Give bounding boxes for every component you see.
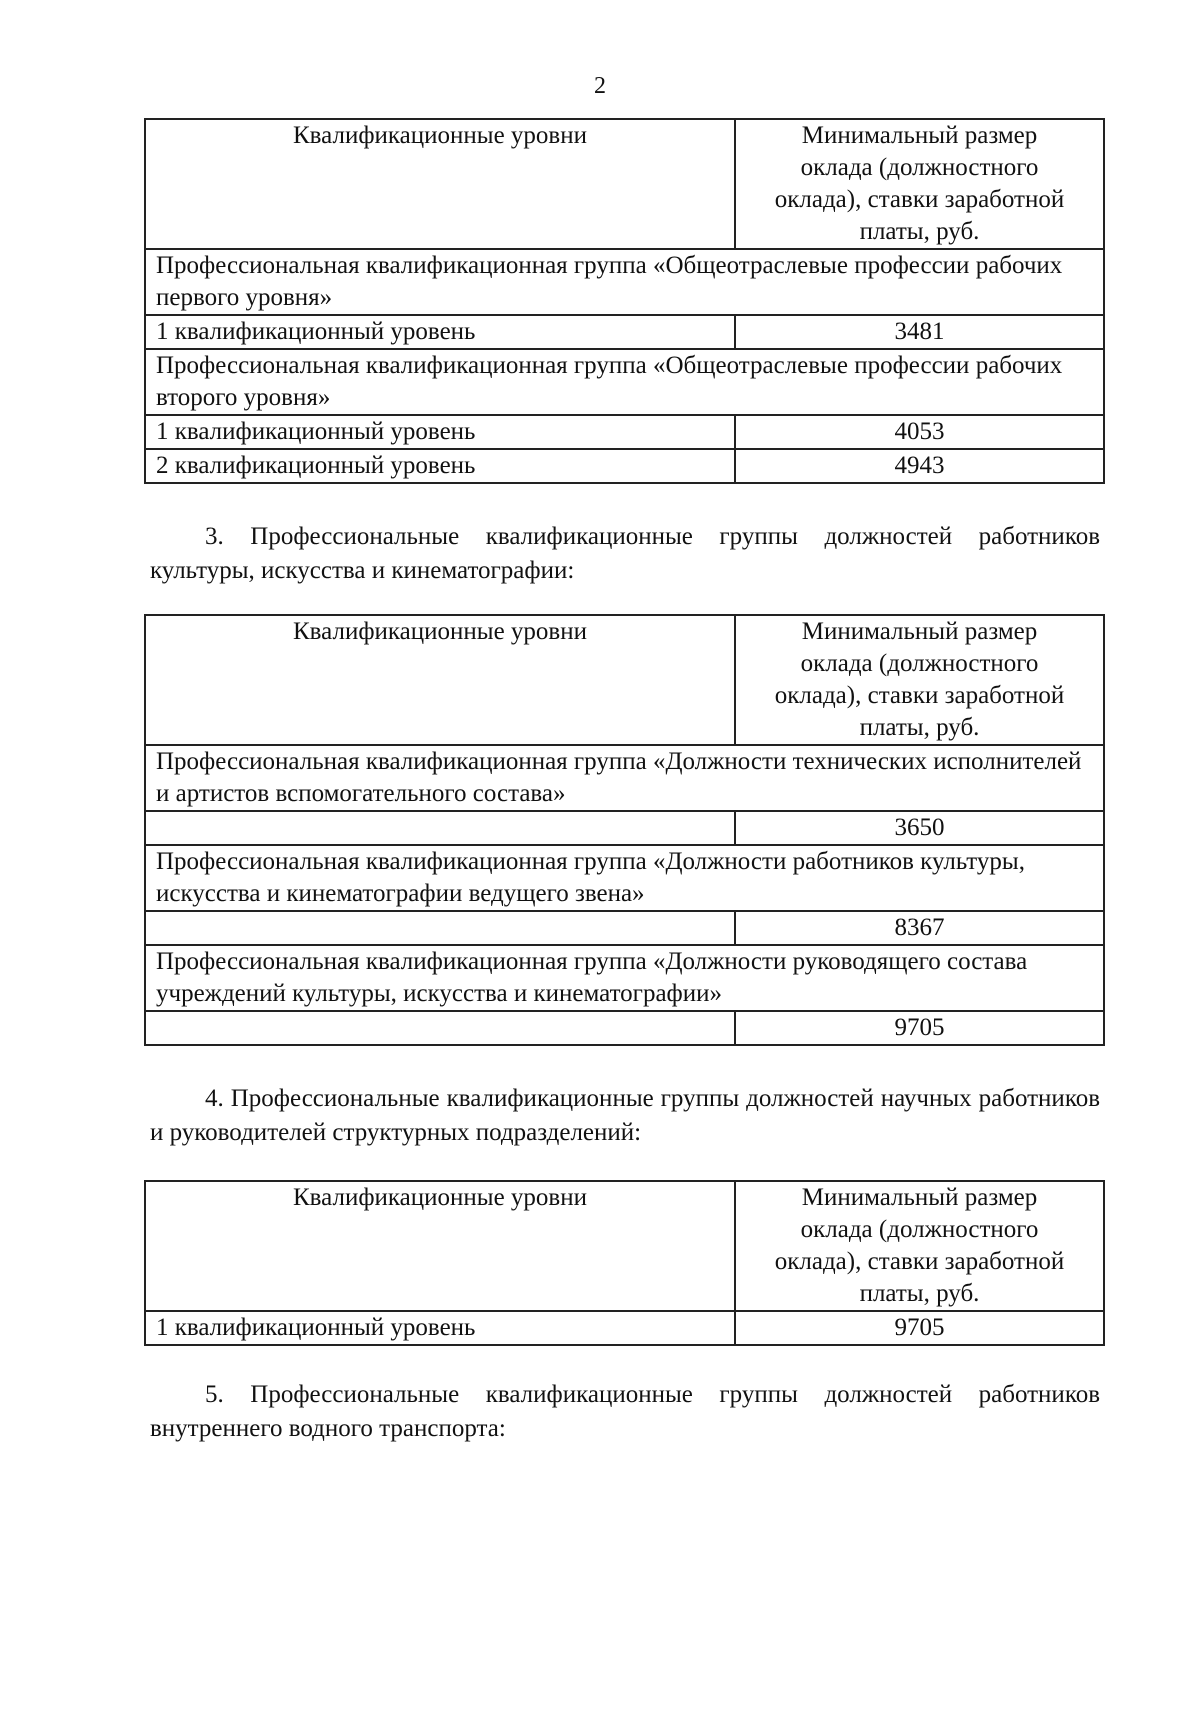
header-levels: Квалификационные уровни [145,615,735,745]
group-row [145,745,1104,811]
table-header-row [145,615,1104,745]
header-min-salary [735,615,1104,745]
header-line: оклада), ставки заработной [774,186,1065,213]
section-4-heading: 4. Профессиональные квалификационные группы должностей научных работников и руководителей структурных подразделений: [150,1085,1100,1146]
salary-cell: 3481 [735,315,1104,349]
salary-table-workers [144,118,1105,484]
group-row [145,845,1104,911]
level-cell [145,811,735,845]
section-3-heading: 3. Профессиональные квалификационные группы должностей работников культуры, искусства и кинематографии: [150,523,1100,584]
table-header-row [145,1181,1104,1311]
level-cell: 1 квалификационный уровень [145,415,735,449]
level-cell [145,911,735,945]
header-line: оклада (должностного [800,1216,1039,1243]
salary-cell: 8367 [735,911,1104,945]
table-row [145,1311,1104,1345]
header-levels: Квалификационные уровни [145,119,735,249]
header-line: платы, руб. [859,1280,980,1307]
header-line: оклада (должностного [800,154,1039,181]
salary-cell: 4943 [735,449,1104,483]
level-cell [145,1011,735,1045]
header-line: платы, руб. [859,714,980,741]
table-row [145,1011,1104,1045]
salary-table-culture [144,614,1105,1046]
salary-table-science [144,1180,1105,1346]
section-5-heading: 5. Профессиональные квалификационные группы должностей работников внутреннего водного транспорта: [150,1381,1100,1442]
table-row [145,315,1104,349]
header-line: Минимальный размер [801,1184,1038,1211]
header-line: оклада), ставки заработной [774,1248,1065,1275]
header-line: Минимальный размер [801,122,1038,149]
page-number: 2 [594,73,606,99]
group-title: Профессиональная квалификационная группа «Должности технических исполнителей и артистов вспомогательного состава» [145,745,1104,811]
level-cell: 2 квалификационный уровень [145,449,735,483]
salary-cell: 9705 [735,1011,1104,1045]
group-row [145,349,1104,415]
level-cell: 1 квалификационный уровень [145,315,735,349]
table-row [145,911,1104,945]
salary-cell: 9705 [735,1311,1104,1345]
table-row [145,415,1104,449]
header-min-salary [735,1181,1104,1311]
header-line: оклада), ставки заработной [774,682,1065,709]
header-min-salary [735,119,1104,249]
header-line: платы, руб. [859,218,980,245]
group-title: Профессиональная квалификационная группа «Общеотраслевые профессии рабочих второго уровня» [145,349,1104,415]
header-line: Минимальный размер [801,618,1038,645]
table-row [145,811,1104,845]
header-levels: Квалификационные уровни [145,1181,735,1311]
group-title: Профессиональная квалификационная группа «Должности руководящего состава учреждений культуры, искусства и кинематографии» [145,945,1104,1011]
group-row [145,945,1104,1011]
header-line: оклада (должностного [800,650,1039,677]
table-row [145,449,1104,483]
group-title: Профессиональная квалификационная группа «Общеотраслевые профессии рабочих первого уровня» [145,249,1104,315]
group-title: Профессиональная квалификационная группа «Должности работников культуры, искусства и кинематографии ведущего звена» [145,845,1104,911]
salary-cell: 3650 [735,811,1104,845]
salary-cell: 4053 [735,415,1104,449]
group-row [145,249,1104,315]
level-cell: 1 квалификационный уровень [145,1311,735,1345]
table-header-row [145,119,1104,249]
